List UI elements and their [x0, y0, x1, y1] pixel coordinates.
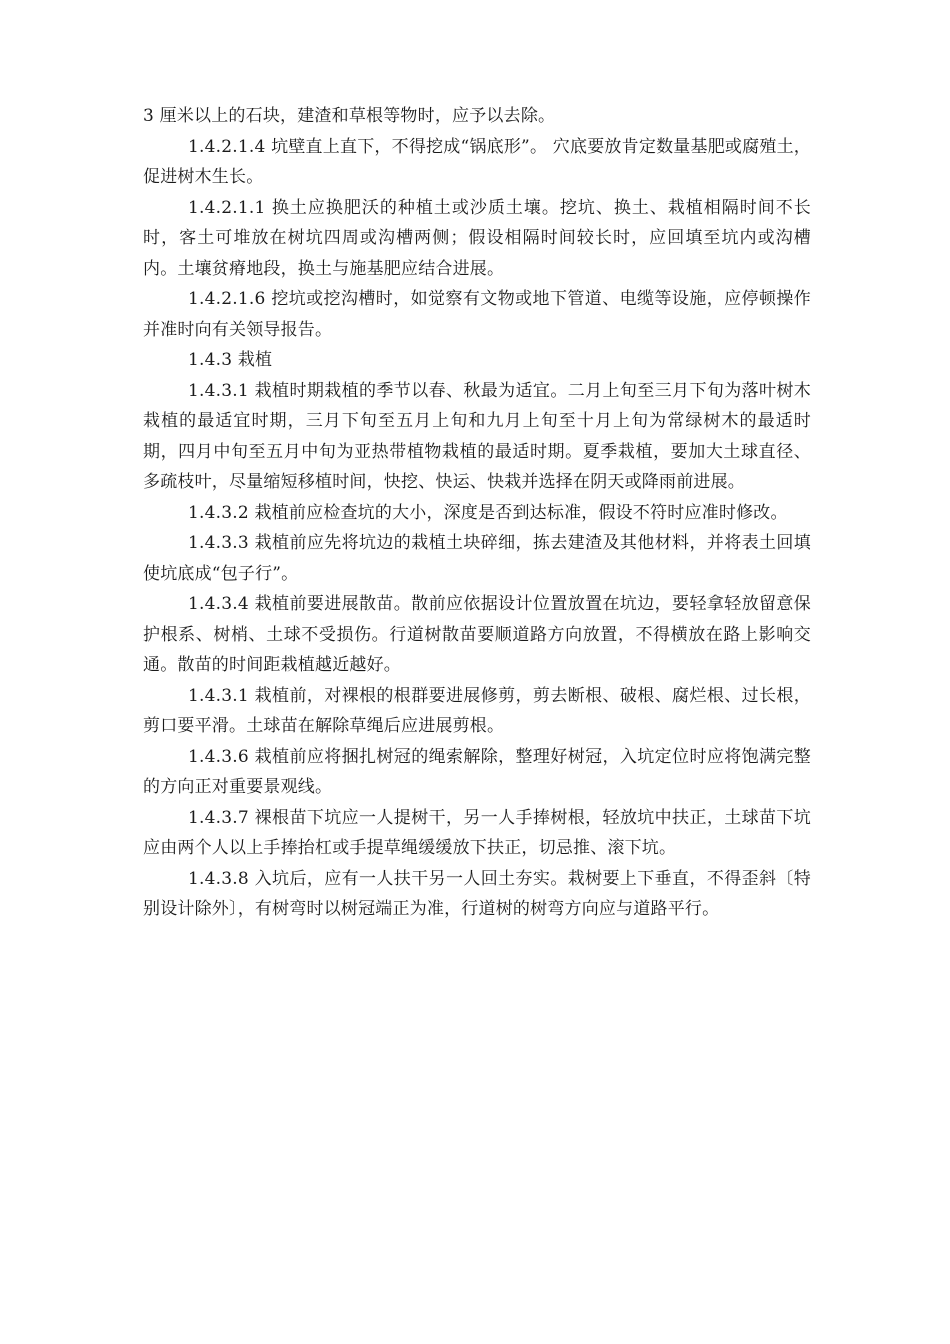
- paragraph-1-4-3-4: 1.4.3.4 栽植前要进展散苗。散前应依据设计位置放置在坑边，要轻拿轻放留意保护根系、树梢、土球不受损伤。行道树散苗要顺道路方向放置，不得横放在路上影响交通。散苗的时间距栽植越近越好。: [143, 594, 811, 675]
- paragraph-continuation: 3 厘米以上的石块，建渣和草根等物时，应予以去除。: [143, 106, 556, 126]
- paragraph-1-4-3-1: 1.4.3.1 栽植时期栽植的季节以春、秋最为适宜。二月上旬至三月下旬为落叶树木栽植的最适宜时期，三月下旬至五月上旬和九月上旬至十月上旬为常绿树木的最适时期，四月中旬至五月中旬为亚热带植物栽植的最适时期。夏季栽植，要加大土球直径、多疏枝叶，尽量缩短移植时间，快挖、快运、快栽并选择在阴天或降雨前进展。: [143, 380, 811, 492]
- paragraph-1-4-3-3: 1.4.3.3 栽植前应先将坑边的栽植土块碎细，拣去建渣及其他材料，并将表土回填使坑底成“包子行”。: [143, 533, 811, 584]
- paragraph-1-4-3-7: 1.4.3.7 裸根苗下坑应一人提树干，另一人手捧树根，轻放坑中扶正，土球苗下坑应由两个人以上手捧抬杠或手提草绳缓缓放下扶正，切忌推、滚下坑。: [143, 807, 811, 858]
- paragraph-1-4-3-2: 1.4.3.2 栽植前应检查坑的大小，深度是否到达标准，假设不符时应准时修改。: [188, 502, 788, 523]
- paragraph-1-4-3-8: 1.4.3.8 入坑后，应有一人扶干另一人回土夯实。栽树要上下垂直，不得歪斜〔特别设计除外〕，有树弯时以树冠端正为准，行道树的树弯方向应与道路平行。: [143, 868, 811, 919]
- paragraph-1-4-2-1-6: 1.4.2.1.6 挖坑或挖沟槽时，如觉察有文物或地下管道、电缆等设施，应停顿操作并准时向有关领导报告。: [143, 289, 811, 340]
- section-heading-1-4-3: 1.4.3 栽植: [188, 350, 273, 370]
- document-body: [143, 101, 811, 925]
- paragraph-1-4-3-1-b: 1.4.3.1 栽植前，对裸根的根群要进展修剪，剪去断根、破根、腐烂根、过长根，剪口要平滑。土球苗在解除草绳后应进展剪根。: [143, 685, 811, 736]
- paragraph-1-4-2-1-1: 1.4.2.1.1 换土应换肥沃的种植土或沙质土壤。挖坑、换土、栽植相隔时间不长时，客土可堆放在树坑四周或沟槽两侧；假设相隔时间较长时，应回填至坑内或沟槽内。土壤贫瘠地段，换土与施基肥应结合进展。: [143, 197, 811, 279]
- paragraph-1-4-3-6: 1.4.3.6 栽植前应将捆扎树冠的绳索解除，整理好树冠，入坑定位时应将饱满完整的方向正对重要景观线。: [143, 746, 811, 797]
- paragraph-1-4-2-1-4: 1.4.2.1.4 坑壁直上直下，不得挖成“锅底形”。 穴底要放肯定数量基肥或腐殖土，促进树木生长。: [143, 136, 811, 187]
